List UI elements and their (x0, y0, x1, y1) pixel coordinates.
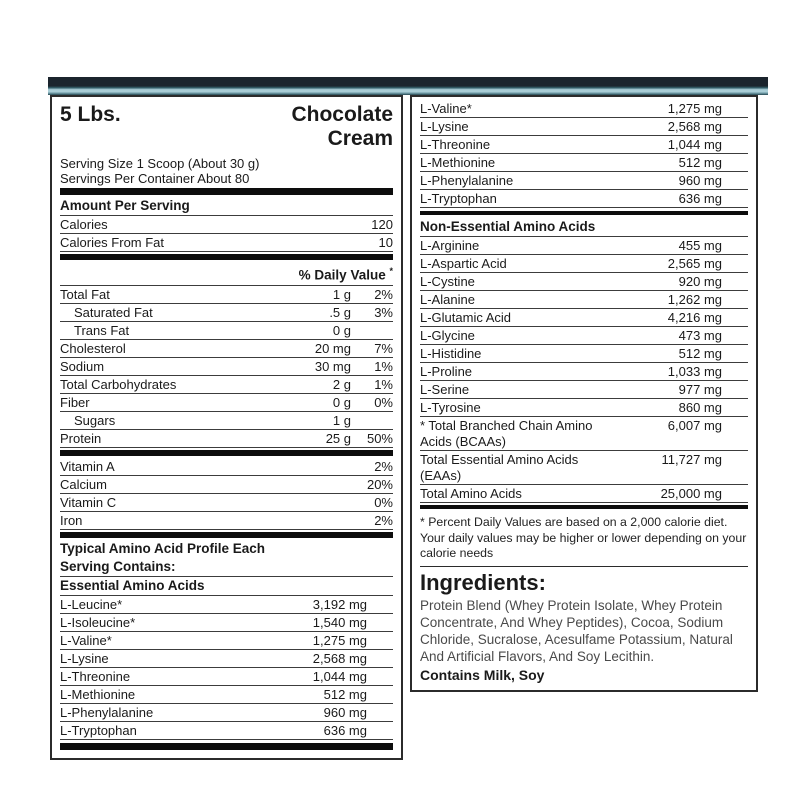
divider-bar (60, 188, 393, 195)
row-label: Total Fat (60, 286, 110, 302)
amino-profile-title-line1: Typical Amino Acid Profile Each (60, 540, 266, 556)
row-value: 11,727 mg (661, 452, 722, 467)
row-label: Iron (60, 512, 83, 528)
flavor-name (291, 103, 393, 150)
row-value: 977 mg (678, 382, 722, 397)
row-label: Sugars (74, 412, 116, 428)
row-l-cystine (420, 273, 748, 291)
row-dv: 50% (366, 430, 393, 446)
divider-bar (60, 743, 393, 750)
amount-per-serving-header: Amount Per Serving (60, 197, 393, 216)
row-label: L-Glutamic Acid (420, 310, 512, 325)
daily-value-asterisk: * (389, 266, 393, 277)
row-l-glycine (420, 327, 748, 345)
daily-value-header-text: % Daily Value (298, 267, 386, 283)
row-label: L-Valine* (420, 101, 472, 116)
row-label: L-Isoleucine* (60, 614, 136, 630)
footnote-line-2: Your daily values may be higher or lower depending on your calorie needs (420, 530, 747, 560)
row-cholesterol (60, 340, 393, 358)
row-label: * Total Branched Chain Amino Acids (BCAAs) (420, 418, 593, 449)
row-label: Sodium (60, 358, 105, 374)
row-amount: 0 g (332, 394, 351, 410)
row-label: L-Valine* (60, 632, 112, 648)
daily-value-header (60, 262, 393, 286)
ingredients-text: Protein Blend (Whey Protein Isolate, Whey Protein Concentrate, And Whey Peptides), Cocoa, Sodium Chloride, Sucralose, Acesulfame Potassium, Natural And Artificial Flavors, And Soy Lecithin. (420, 597, 733, 664)
row-value: 120 (371, 217, 393, 233)
footnote-line-1: * Percent Daily Values are based on a 2,000 calorie diet. (420, 515, 728, 529)
row-label: L-Tryptophan (60, 722, 137, 738)
row-dv: 2% (374, 286, 393, 302)
row-dv: 0% (374, 394, 393, 410)
row-value: 960 mg (678, 173, 722, 188)
row-vitamin-a (60, 458, 393, 476)
row-saturated-fat (60, 304, 393, 322)
row-label: Total Amino Acids (420, 486, 522, 501)
row-value: 3,192 mg (312, 596, 367, 612)
row-value: 2% (374, 458, 393, 474)
row-label: Total Essential Amino Acids (EAAs) (420, 452, 579, 483)
row-sodium (60, 358, 393, 376)
row-l-tryptophan (60, 722, 393, 740)
row-label: Calories From Fat (60, 235, 165, 251)
row-value: 1,033 mg (667, 364, 722, 379)
row-label: Fiber (60, 394, 90, 410)
row-value: 960 mg (323, 704, 367, 720)
row-label: L-Phenylalanine (420, 173, 514, 188)
daily-value-footnote (420, 512, 748, 567)
row-l-tyrosine (420, 399, 748, 417)
row-amount: 30 mg (314, 358, 351, 374)
row-label: L-Threonine (60, 668, 131, 684)
row-value: 1,044 mg (312, 668, 367, 684)
row-label: L-Phenylalanine (60, 704, 154, 720)
row-amount: 1 g (332, 286, 351, 302)
row-value: 6,007 mg (667, 418, 722, 433)
non-essential-amino-acids-header: Non-Essential Amino Acids (420, 218, 748, 237)
row-dv: 1% (374, 358, 393, 374)
row-amount: 1 g (332, 412, 351, 428)
row-label: L-Glycine (420, 328, 475, 343)
row-value: 920 mg (678, 274, 722, 289)
row-value: 10 (378, 235, 393, 251)
row-amount: 0 g (332, 322, 351, 338)
allergen-statement: Contains Milk, Soy (420, 666, 545, 683)
flavor-line-2: Cream (327, 126, 393, 150)
row-sugars (60, 412, 393, 430)
row-l-methionine (60, 686, 393, 704)
row-l-arginine (420, 237, 748, 255)
amino-acids-panel (410, 95, 758, 692)
row-label: L-Tyrosine (420, 400, 481, 415)
row-label: L-Lysine (420, 119, 469, 134)
row-fiber (60, 394, 393, 412)
row-label: Vitamin C (60, 494, 117, 510)
row-calories-from-fat (60, 234, 393, 252)
amino-profile-title-line2: Serving Contains: (60, 558, 393, 577)
row-value: 1,275 mg (312, 632, 367, 648)
row-label: L-Proline (420, 364, 473, 379)
row-l-lysine (60, 650, 393, 668)
row-l-leucine (60, 596, 393, 614)
row-l-valine-cont (420, 100, 748, 118)
essential-amino-acids-header: Essential Amino Acids (60, 577, 393, 596)
row-l-phenylalanine (60, 704, 393, 722)
row-value: 1,044 mg (667, 137, 722, 152)
row-label: L-Alanine (420, 292, 475, 307)
row-amount: 25 g (325, 430, 351, 446)
package-size: 5 Lbs. (60, 103, 121, 126)
row-value: 20% (366, 476, 393, 492)
row-total-carbohydrates (60, 376, 393, 394)
top-accent-bar (48, 77, 768, 95)
divider-bar (60, 532, 393, 538)
row-label: Protein (60, 430, 102, 446)
row-value: 512 mg (678, 155, 722, 170)
row-value: 2,568 mg (667, 119, 722, 134)
row-label: Total Carbohydrates (60, 376, 177, 392)
row-value: 0% (374, 494, 393, 510)
row-l-tryptophan-cont (420, 190, 748, 208)
row-label: Saturated Fat (74, 304, 153, 320)
nutrition-facts-panel (50, 95, 403, 760)
row-value: 1,262 mg (667, 292, 722, 307)
row-l-methionine-cont (420, 154, 748, 172)
divider-bar (60, 254, 393, 260)
row-l-threonine-cont (420, 136, 748, 154)
row-label: L-Tryptophan (420, 191, 497, 206)
row-amount: .5 g (329, 304, 351, 320)
row-protein (60, 430, 393, 448)
row-value: 512 mg (678, 346, 722, 361)
row-label: L-Leucine* (60, 596, 123, 612)
row-l-glutamic-acid (420, 309, 748, 327)
row-value: 1,275 mg (667, 101, 722, 116)
label-header (60, 103, 393, 150)
row-value: 25,000 mg (660, 486, 722, 501)
row-value: 4,216 mg (667, 310, 722, 325)
row-amount: 20 mg (314, 340, 351, 356)
row-l-alanine (420, 291, 748, 309)
row-label: Cholesterol (60, 340, 126, 356)
row-label: L-Histidine (420, 346, 482, 361)
row-value: 636 mg (678, 191, 722, 206)
row-l-serine (420, 381, 748, 399)
row-label: L-Threonine (420, 137, 491, 152)
row-label: Calcium (60, 476, 107, 492)
row-l-proline (420, 363, 748, 381)
divider-bar (420, 211, 748, 215)
row-l-aspartic-acid (420, 255, 748, 273)
row-dv: 3% (374, 304, 393, 320)
row-value: 2,565 mg (667, 256, 722, 271)
row-label: L-Methionine (420, 155, 496, 170)
row-l-valine (60, 632, 393, 650)
row-label: L-Cystine (420, 274, 475, 289)
flavor-line-1: Chocolate (291, 103, 393, 126)
row-l-lysine-cont (420, 118, 748, 136)
row-value: 2,568 mg (312, 650, 367, 666)
row-vitamin-c (60, 494, 393, 512)
ingredients-header: Ingredients: (420, 569, 546, 595)
row-l-phenylalanine-cont (420, 172, 748, 190)
row-amount: 2 g (332, 376, 351, 392)
row-total-amino-acids (420, 485, 748, 503)
row-label: L-Aspartic Acid (420, 256, 507, 271)
row-total-bcaas (420, 417, 748, 451)
row-value: 2% (374, 512, 393, 528)
row-trans-fat (60, 322, 393, 340)
row-iron (60, 512, 393, 530)
row-dv: 1% (374, 376, 393, 392)
row-total-eaas (420, 451, 748, 485)
row-l-histidine (420, 345, 748, 363)
divider-bar (420, 505, 748, 509)
row-value: 860 mg (678, 400, 722, 415)
row-label: L-Arginine (420, 238, 480, 253)
row-l-threonine (60, 668, 393, 686)
row-label: Vitamin A (60, 458, 115, 474)
divider-bar (60, 450, 393, 456)
row-value: 1,540 mg (312, 614, 367, 630)
row-calcium (60, 476, 393, 494)
row-value: 473 mg (678, 328, 722, 343)
row-value: 512 mg (323, 686, 367, 702)
row-l-isoleucine (60, 614, 393, 632)
row-calories (60, 216, 393, 234)
row-label: Trans Fat (74, 322, 130, 338)
row-label: L-Serine (420, 382, 470, 397)
row-label: L-Methionine (60, 686, 136, 702)
row-label: Calories (60, 217, 108, 233)
row-value: 636 mg (323, 722, 367, 738)
row-total-fat (60, 286, 393, 304)
row-label: L-Lysine (60, 650, 109, 666)
servings-per-container: Servings Per Container About 80 (60, 171, 250, 187)
serving-size: Serving Size 1 Scoop (About 30 g) (60, 156, 260, 172)
row-dv: 7% (374, 340, 393, 356)
row-value: 455 mg (678, 238, 722, 253)
